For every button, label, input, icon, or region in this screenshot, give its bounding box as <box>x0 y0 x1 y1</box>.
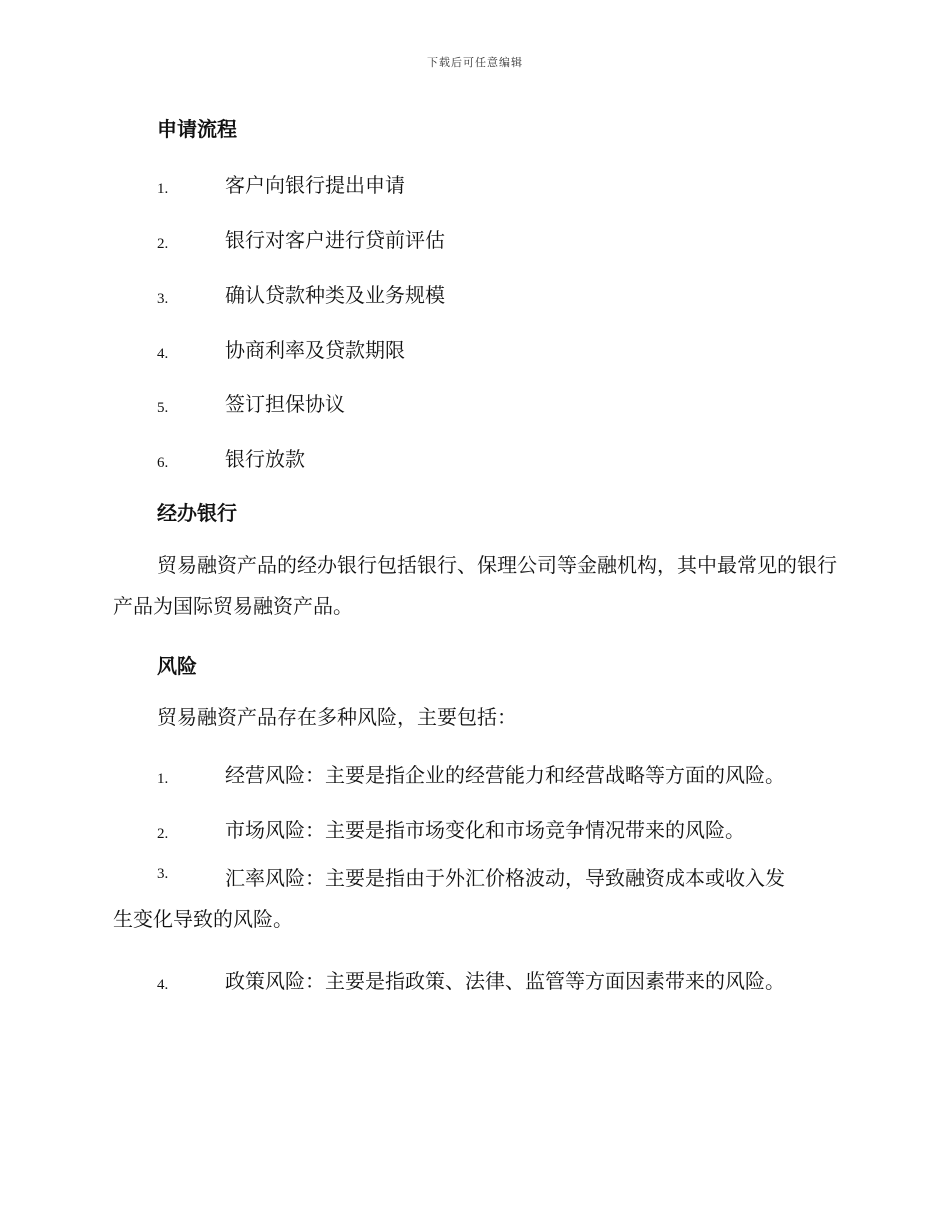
list-number: 6. <box>157 455 169 471</box>
list-number: 4. <box>157 346 169 362</box>
header-note: 下载后可任意编辑 <box>427 56 523 69</box>
bank-paragraph: 贸易融资产品的经办银行包括银行、保理公司等金融机构，其中最常见的银行产品为国际贸易融资产品。 <box>113 553 837 618</box>
list-text: 签订担保协议 <box>225 392 345 416</box>
list-text: 银行对客户进行贷前评估 <box>225 228 445 252</box>
list-number: 4. <box>157 977 169 993</box>
list-number: 3. <box>157 866 169 882</box>
list-text-continuation: 生变化导致的风险。 <box>113 907 293 931</box>
risk-item-3 <box>113 862 843 944</box>
list-text: 银行放款 <box>225 447 305 471</box>
risk-intro: 贸易融资产品存在多种风险，主要包括： <box>157 705 517 729</box>
list-text: 协商利率及贷款期限 <box>225 338 405 362</box>
list-number: 1. <box>157 771 169 787</box>
section-heading-bank: 经办银行 <box>157 501 237 525</box>
list-number: 3. <box>157 291 169 307</box>
list-text: 政策风险：主要是指政策、法律、监管等方面因素带来的风险。 <box>225 969 785 993</box>
list-number: 1. <box>157 181 169 197</box>
list-text: 确认贷款种类及业务规模 <box>225 283 445 307</box>
section-heading-apply: 申请流程 <box>157 117 237 141</box>
section-heading-risk: 风险 <box>157 654 197 678</box>
list-number: 2. <box>157 826 169 842</box>
list-text: 汇率风险：主要是指由于外汇价格波动，导致融资成本或收入发 <box>225 866 785 890</box>
list-text: 经营风险：主要是指企业的经营能力和经营战略等方面的风险。 <box>225 763 785 787</box>
list-text: 市场风险：主要是指市场变化和市场竞争情况带来的风险。 <box>225 818 745 842</box>
list-number: 5. <box>157 400 169 416</box>
list-number: 2. <box>157 236 169 252</box>
list-text: 客户向银行提出申请 <box>225 173 405 197</box>
